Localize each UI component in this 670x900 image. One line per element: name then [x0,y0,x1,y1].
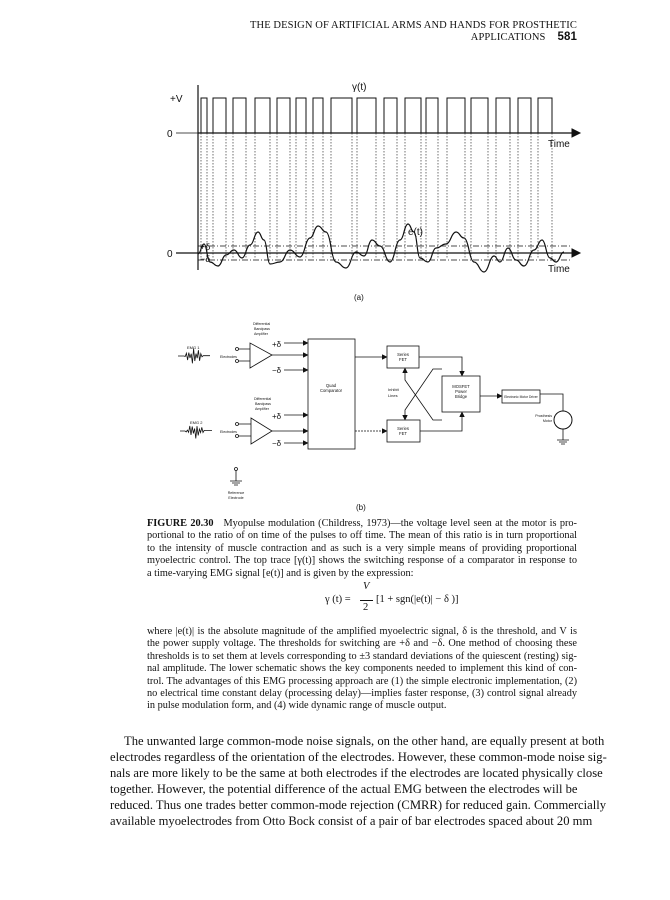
caption-line [147,518,577,530]
equation [147,581,577,614]
figure-number: FIGURE 20.30 [147,518,214,529]
reference-label-2: Electrode [228,496,244,500]
electrode-1a [236,348,239,351]
inhibit-line-1 [405,369,442,419]
caption-line: myoelectric control. The top trace [γ(t)] shows the switching response of a comparator in response to [147,555,577,567]
inhibit-label-1: Inhibit [388,387,399,392]
bottom-axis-arrow [572,249,580,257]
amp1-label-2: Bandpass [254,327,270,331]
motor-driver-label: Electronic Motor Driver [504,395,538,399]
amp1-label-3: Amplifier [254,332,268,336]
amp1-label-1: Differential [253,322,271,326]
caption-line: the power supply voltage. The thresholds for switching are +δ and −δ. One method of choosing these [147,638,577,650]
equation-rhs: [1 + sgn(|e(t)| − δ )] [376,594,459,605]
amp2-label-1: Differential [254,397,272,401]
electrode-2-wires [239,424,252,436]
figure-b [178,322,572,512]
equation-numerator: V [363,581,370,592]
caption-line: nal amplitude. The lower schematic shows the key components needed to implement this kind of con- [147,663,577,675]
motor-label-1: Prosthesis [535,414,552,418]
caption-line: no electrical time constant delay (processing delay)—implies faster response, (3) control signal already [147,688,577,700]
mosfet-label-2: Power [455,389,467,394]
top-axis-arrow [572,129,580,137]
plus-delta-label: +δ [200,242,211,252]
reference-electrode-icon [235,468,238,471]
arrow-fet1-bridge [419,357,462,375]
amp1-minus-delta: −δ [272,366,282,375]
body-line: The unwanted large common-mode noise signals, on the other hand, are equally present at both [124,734,605,748]
body-line: reduced. Thus one trades better common-mode rejection (CMRR) for reduced gain. Commercially [110,798,607,812]
body-line: electrodes regardless of the orientation of the electrodes. However, these common-mode noise sig- [110,750,607,764]
time-label-top: Time [548,139,570,150]
electrode-1-wires [239,349,251,361]
fet1-label-1: Series [397,352,409,357]
caption-line: trol. The advantages of this EMG processing approach are (1) the simple electronic implementation, (2) [147,675,577,687]
motor-label-2: Motor [542,419,552,423]
mosfet-label-1: MOSFET [452,384,470,389]
emg2-waveform [180,426,212,439]
inhibit-label-2: Lines [388,393,398,398]
fet2-label-2: FET [399,431,407,436]
reference-ground-icon [230,471,242,486]
electrodes-label-2: Electrodes [220,430,237,434]
comparator-label-1: Quad [325,383,337,388]
caption-line: a time-varying EMG signal [e(t)] and is given by the expression: [147,567,414,579]
electrode-2a [236,423,239,426]
pulse-train [198,98,570,133]
amplifier-2-triangle [251,418,272,444]
mosfet-label-3: Bridge [454,394,468,399]
caption-line: in pulse modulation form, and (4) wide dynamic range of muscle output. [147,700,447,712]
amp2-label-3: Amplifier [255,407,269,411]
caption-line: thresholds is to set them at levels corresponding to ±3 standard deviations of the quiescent (resting) sig- [147,650,577,662]
amplifier-1-triangle [250,343,272,368]
equation-denominator: 2 [363,602,369,613]
amp1-plus-delta: +δ [272,340,282,349]
electrodes-label-1: Electrodes [220,355,237,359]
electrode-1b [236,360,239,363]
gamma-label: γ(t) [352,82,367,93]
amp2-plus-delta: +δ [272,412,282,421]
emg-signal-curve [198,224,564,272]
emg1-waveform [178,349,210,364]
inhibit-line-2 [405,369,442,420]
zero-label-top: 0 [167,129,173,140]
body-line: nals are more likely to be the same at both electrodes if the electrodes are located physically close [110,766,603,780]
running-title: THE DESIGN OF ARTIFICIAL ARMS AND HANDS FOR PROSTHETIC APPLICATIONS [250,20,577,43]
motor-ground-icon [557,429,569,444]
fet1-label-2: FET [399,357,407,362]
body-line: available myoelectrodes from Otto Bock consist of a pair of bar electrodes spaced about 20 mm [110,814,593,828]
fraction-bar [360,600,373,601]
equation-lhs: γ (t) = [325,594,351,605]
arrow-fet2-bridge [420,413,462,431]
caption-line: where |e(t)| is the absolute magnitude of the amplified myoelectric signal, δ is the threshold, and V is [147,626,577,637]
amp2-label-2: Bandpass [255,402,271,406]
caption-line: portional to the ratio of on time of the pulses to off time. The mean of this ratio is in turn proportional [147,530,577,542]
body-line: together. However, the potential difference of the actual EMG between the electrodes will be [110,782,578,796]
emg1-label: EMG 1 [187,345,200,350]
prosthesis-motor-icon [554,411,572,429]
quad-comparator-box [308,339,355,449]
caption-text: Myopulse modulation (Childress, 1973)—the voltage level seen at the motor is pro- [223,518,577,529]
panel-a-label: (a) [354,293,364,302]
page-number: 581 [557,31,577,43]
panel-b-label: (b) [356,503,366,512]
reference-label-1: Reference [227,491,245,495]
plus-v-label: +V [170,94,183,105]
et-label: e(t) [408,227,423,238]
caption-continued [147,626,577,713]
figure-a [167,82,580,302]
electrode-2b [236,435,239,438]
minus-delta-label: −δ [200,254,211,264]
body-paragraph [110,733,607,829]
driver-motor-wire [540,394,563,411]
comparator-label-2: Comparator [319,388,343,393]
fet2-label-1: Series [397,426,409,431]
figure-caption [147,518,577,580]
zero-label-bottom: 0 [167,249,173,260]
amp2-minus-delta: −δ [272,439,282,448]
time-label-bottom: Time [548,264,570,275]
caption-line: to the intensity of muscle contraction and as such is a very simple means of providing proportional [147,542,577,554]
emg2-label: EMG 2 [190,420,203,425]
